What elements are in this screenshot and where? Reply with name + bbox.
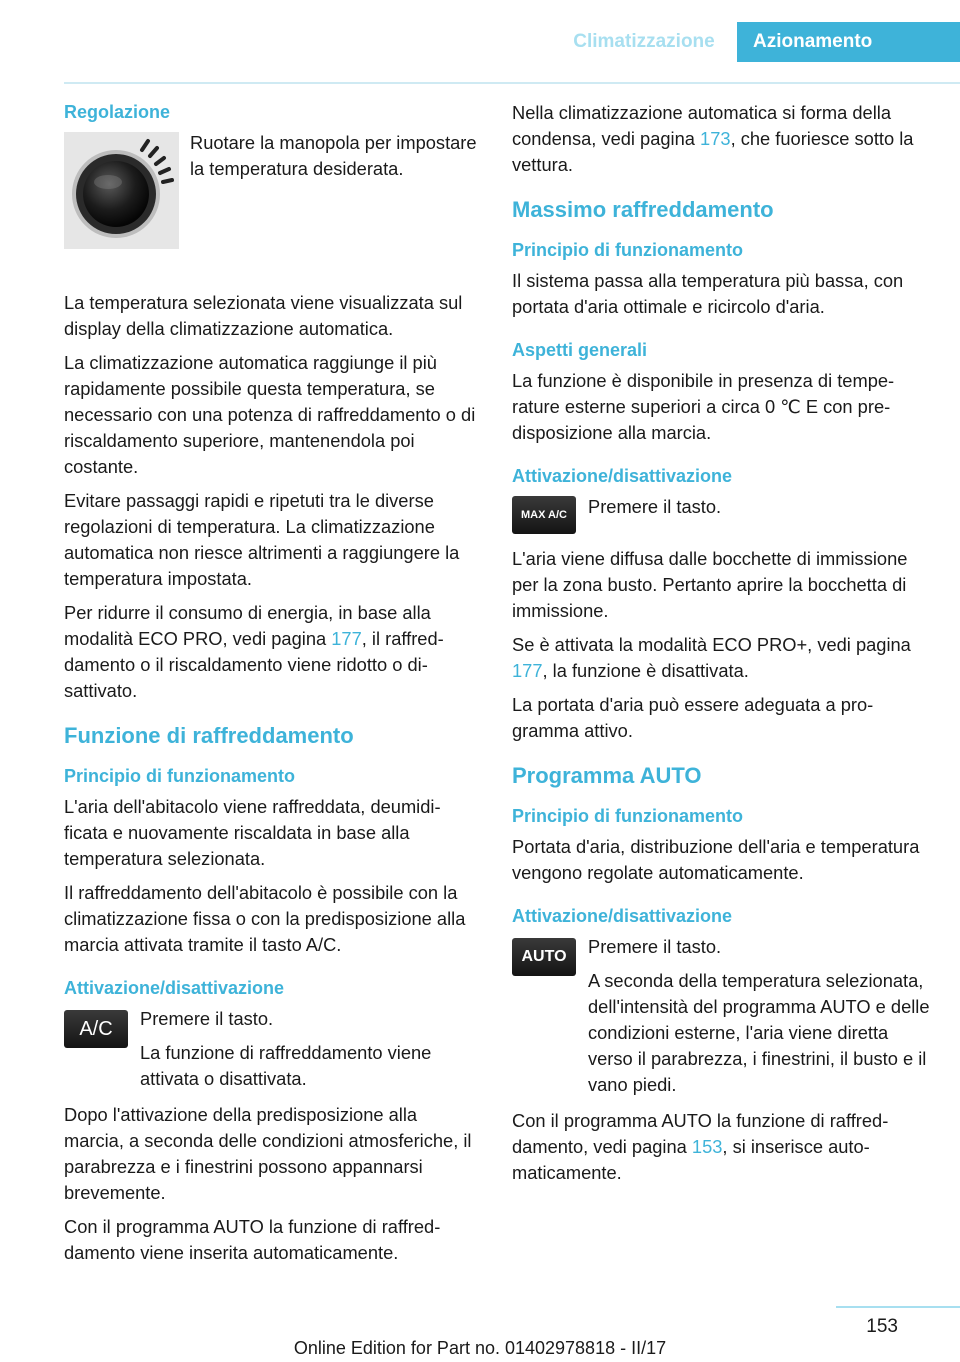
text: Con il programma AUTO la funzione di raffreddamento, vedi pagina <box>512 1110 889 1157</box>
edition-footer: Online Edition for Part no. 01402978818 - II/17 <box>293 1338 667 1358</box>
paragraph: Premere il tasto. <box>140 1008 274 1029</box>
text: , la funzione è disattivata. <box>542 660 749 681</box>
spacer <box>512 1098 930 1108</box>
paragraph: Evitare passaggi rapidi e ripetuti tra le diverse regolazioni di temperatura. La climatizzazione automatica non riesce altrimenti a raggiungere la temperatura impostata. <box>64 490 460 589</box>
heading-principio: Principio di funzionamento <box>64 766 295 786</box>
paragraph: Il raffreddamento dell'abitacolo è possibile con la climatizzazione fissa o con la predisposizione alla marcia attivata tramite il tasto A/C. <box>64 882 466 955</box>
page-link[interactable]: 153 <box>691 1136 723 1157</box>
paragraph: Premere il tasto. <box>588 496 722 517</box>
heading-principio: Principio di funzionamento <box>512 806 743 826</box>
spacer <box>64 1092 478 1102</box>
text: Per ridurre il consumo di energia, in base alla modalità ECO PRO, vedi pagina <box>64 602 431 649</box>
footer-divider <box>836 1306 960 1308</box>
paragraph <box>512 632 930 684</box>
paragraph: Premere il tasto. <box>588 936 722 957</box>
right-column <box>512 100 930 1194</box>
page-link[interactable]: 177 <box>331 628 362 649</box>
page-link[interactable]: 173 <box>700 128 731 149</box>
paragraph: Portata d'aria, distribuzione dell'aria e temperatura vengono regolate automaticamente. <box>512 836 920 883</box>
paragraph: La portata d'aria può essere adeguata a programma attivo. <box>512 694 874 741</box>
paragraph <box>64 600 478 704</box>
header-divider <box>64 82 960 84</box>
heading-aspetti: Aspetti generali <box>512 340 648 360</box>
knob-instruction <box>190 130 480 190</box>
page-header <box>0 22 960 62</box>
left-column <box>64 100 478 1274</box>
paragraph: La funzione di raffreddamento viene attivata o disattivata. <box>140 1042 432 1089</box>
heading-funzione-raffreddamento: Funzione di raffreddamento <box>64 723 354 748</box>
spacer <box>512 454 930 464</box>
paragraph: Con il programma AUTO la funzione di raffreddamento viene inserita automaticamente. <box>64 1216 441 1263</box>
heading-massimo-raffreddamento: Massimo raffreddamento <box>512 197 774 222</box>
section-tab[interactable]: Climatizzazione <box>573 31 715 52</box>
text: Se è attivata la modalità ECO PRO+, vedi pagina <box>512 634 911 655</box>
text: , si inserisce automaticamente. <box>512 1136 870 1183</box>
heading-attivazione: Attivazione/disattivazione <box>512 906 733 926</box>
heading-attivazione: Attivazione/disattivazione <box>64 978 285 998</box>
spacer <box>512 328 930 338</box>
heading-principio: Principio di funzionamento <box>512 240 743 260</box>
heading-programma-auto: Programma AUTO <box>512 763 702 788</box>
paragraph: L'aria dell'abitacolo viene raffreddata, deumidificata e nuovamente riscaldata in base alla temperatura selezionata. <box>64 796 441 869</box>
paragraph: La funzione è disponibile in presenza di temperature esterne superiori a circa 0 ℃ E con predisposizione alla marcia. <box>512 370 895 443</box>
heading-attivazione: Attivazione/disattivazione <box>512 466 733 486</box>
spacer <box>64 966 478 976</box>
heading-regolazione: Regolazione <box>64 102 171 122</box>
paragraph: A seconda della temperatura selezionata, dell'intensità del programma AUTO e delle condizioni esterne, l'aria viene diretta verso il parabrezza, i finestrini, il busto e il vano piedi. <box>588 970 930 1095</box>
paragraph: L'aria viene diffusa dalle bocchette di immissione per la zona busto. Pertanto aprire la bocchetta di immissione. <box>512 548 908 621</box>
page-link[interactable]: 177 <box>512 660 543 681</box>
max-ac-button-block <box>512 494 930 540</box>
paragraph <box>512 1108 930 1186</box>
auto-button-block <box>512 934 930 1098</box>
text: Nella climatizzazione automatica si forma della condensa, vedi pagina <box>512 102 891 149</box>
paragraph: La climatizzazione automatica raggiunge il più rapidamente possibile questa temperatura, se necessario con una potenza di raffreddamento o di riscaldamento superiore, mantenendola poi costante. <box>64 352 476 477</box>
paragraph <box>512 100 930 178</box>
paragraph: Il sistema passa alla temperatura più bassa, con portata d'aria ottimale e ricircolo d'aria. <box>512 270 904 317</box>
paragraph: Dopo l'attivazione della predisposizione alla marcia, a seconda delle condizioni atmosferiche, il parabrezza e i finestrini possono appannarsi brevemente. <box>64 1104 472 1203</box>
text: , che fuoriesce sotto la vettura. <box>512 128 914 175</box>
paragraph: La temperatura selezionata viene visualizzata sul display della climatizzazione automatica. <box>64 292 463 339</box>
spacer <box>512 894 930 904</box>
knob-instruction-text: Ruotare la manopola per impostare la temperatura desiderata. <box>190 132 477 179</box>
ac-button-image: A/C <box>64 1010 128 1048</box>
knob-figure-block <box>64 130 478 290</box>
temperature-knob-image <box>64 132 179 249</box>
chapter-tab[interactable]: Azionamento <box>737 22 960 62</box>
ac-button-block <box>64 1006 478 1092</box>
auto-button-image: AUTO <box>512 938 576 976</box>
max-ac-button-image: MAX A/C <box>512 496 576 534</box>
text: , il raffreddamento o il riscaldamento viene ridotto o disattivato. <box>64 628 444 701</box>
page-number: 153 <box>866 1316 898 1337</box>
